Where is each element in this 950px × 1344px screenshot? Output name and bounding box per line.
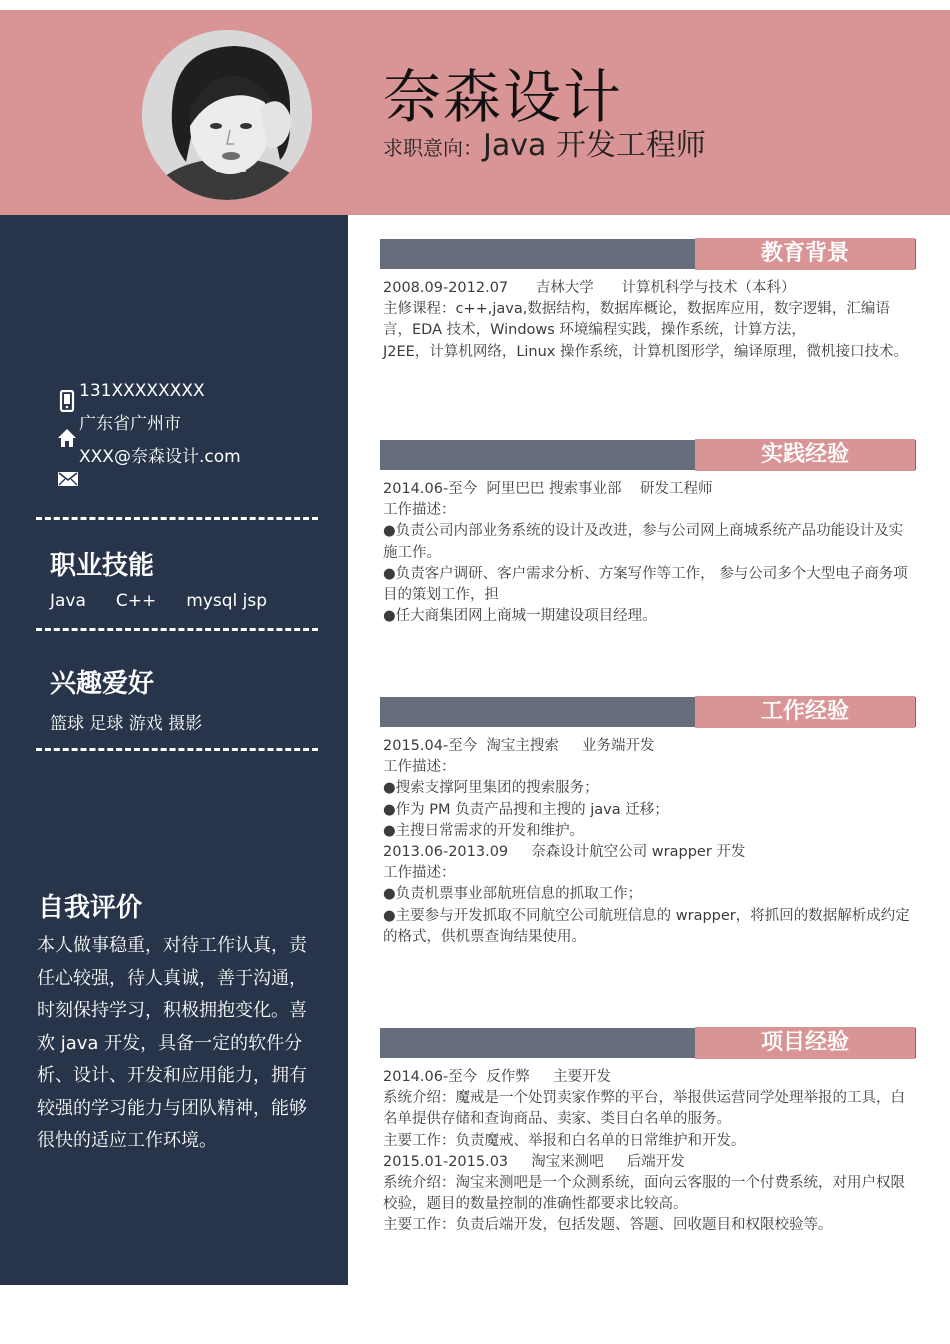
practice-line: ●负责公司内部业务系统的设计及改进，参与公司网上商城系统产品功能设计及实施工作。 [383, 523, 904, 561]
work-line: ●负责机票事业部航班信息的抓取工作； [383, 886, 643, 903]
skill-item: mysql jsp [186, 591, 268, 611]
education-line: J2EE，计算机网络，Linux 操作系统，计算机图形学，编译原理，微机接口技术。 [383, 343, 908, 360]
divider [36, 748, 318, 751]
work-line: ●搜索支撑阿里集团的搜索服务； [383, 780, 599, 797]
job-intent-label: 求职意向： [383, 136, 483, 160]
practice-line: ●任大商集团网上商城一期建设项目经理。 [383, 608, 657, 625]
self-eval-title: 自我评价 [38, 893, 143, 923]
divider [36, 628, 318, 631]
job-intent [383, 120, 706, 164]
work-title: 工作经验 [695, 696, 915, 728]
contact-phone: 131XXXXXXXX [79, 381, 205, 401]
work-line: 2015.04-至今 淘宝主搜索 业务端开发 [383, 738, 655, 754]
work-line: 工作描述： [383, 865, 456, 882]
hobbies-text: 篮球 足球 游戏 摄影 [50, 714, 203, 734]
project-line: 主要工作：负责后端开发，包括发题、答题、回收题目和权限校验等。 [383, 1217, 833, 1234]
practice-line: 2014.06-至今 阿里巴巴 搜索事业部 研发工程师 [383, 481, 713, 497]
education-line: 主修课程：c++,java,数据结构，数据库概论，数据库应用，数字逻辑，汇编语言，EDA 技术，Windows 环境编程实践，操作系统，计算方法， [383, 301, 890, 339]
practice-line: 工作描述： [383, 502, 456, 519]
portrait-photo [142, 30, 312, 200]
skill-item: Java [50, 591, 86, 611]
work-line: 2013.06-2013.09 奈森设计航空公司 wrapper 开发 [383, 844, 746, 861]
practice-title: 实践经验 [695, 439, 915, 471]
work-line: 工作描述： [383, 759, 456, 776]
project-line: 系统介绍：淘宝来测吧是一个众测系统，面向云客服的一个付费系统，对用户权限校验，题目的数量控制的准确性都要求比较高。 [383, 1175, 905, 1213]
contact-email: XXX@奈森设计.com [79, 447, 241, 467]
project-line: 主要工作：负责魔戒、举报和白名单的日常维护和开发。 [383, 1132, 746, 1149]
self-eval-text: 本人做事稳重，对待工作认真，责任心较强，待人真诚，善于沟通，时刻保持学习，积极拥抱变化。喜欢 java 开发，具备一定的软件分析、设计、开发和应用能力，拥有较强的学习能力与团队精神，能够很快的适应工作环境。 [37, 935, 307, 1151]
divider [36, 517, 318, 520]
education-body [383, 278, 915, 363]
project-line: 系统介绍：魔戒是一个处罚卖家作弊的平台，举报供运营同学处理举报的工具，白名单提供存储和查询商品、卖家、类目白名单的服务。 [383, 1090, 905, 1128]
mail-icon [58, 472, 78, 486]
job-intent-value: Java 开发工程师 [483, 128, 706, 163]
avatar [142, 30, 312, 200]
education-line: 2008.09-2012.07 吉林大学 计算机科学与技术（本科） [383, 280, 796, 296]
hobbies-title: 兴趣爱好 [50, 669, 155, 699]
contact-address: 广东省广州市 [79, 414, 181, 434]
phone-icon [58, 390, 76, 412]
skills-title: 职业技能 [50, 551, 155, 581]
work-line: ●主要参与开发抓取不同航空公司航班信息的 wrapper，将抓回的数据解析成约定的格式，供机票查询结果使用。 [383, 907, 910, 945]
project-line: 2014.06-至今 反作弊 主要开发 [383, 1069, 611, 1085]
contact-info [79, 375, 241, 474]
practice-line: ●负责客户调研、客户需求分析、方案写作等工作， 参与公司多个大型电子商务项目的策划工作，担 [383, 565, 908, 604]
project-body [383, 1067, 915, 1237]
candidate-name: 奈森设计 [383, 63, 624, 131]
work-body [383, 736, 915, 948]
education-title: 教育背景 [695, 238, 915, 270]
project-title: 项目经验 [695, 1027, 915, 1059]
home-icon [57, 428, 77, 448]
skill-item: C++ [115, 591, 157, 611]
work-line: ●作为 PM 负责产品搜和主搜的 java 迁移； [383, 801, 669, 818]
practice-body [383, 479, 915, 627]
skills-list [50, 591, 267, 611]
project-line: 2015.01-2015.03 淘宝来测吧 后端开发 [383, 1153, 685, 1170]
work-line: ●主搜日常需求的开发和维护。 [383, 822, 585, 839]
